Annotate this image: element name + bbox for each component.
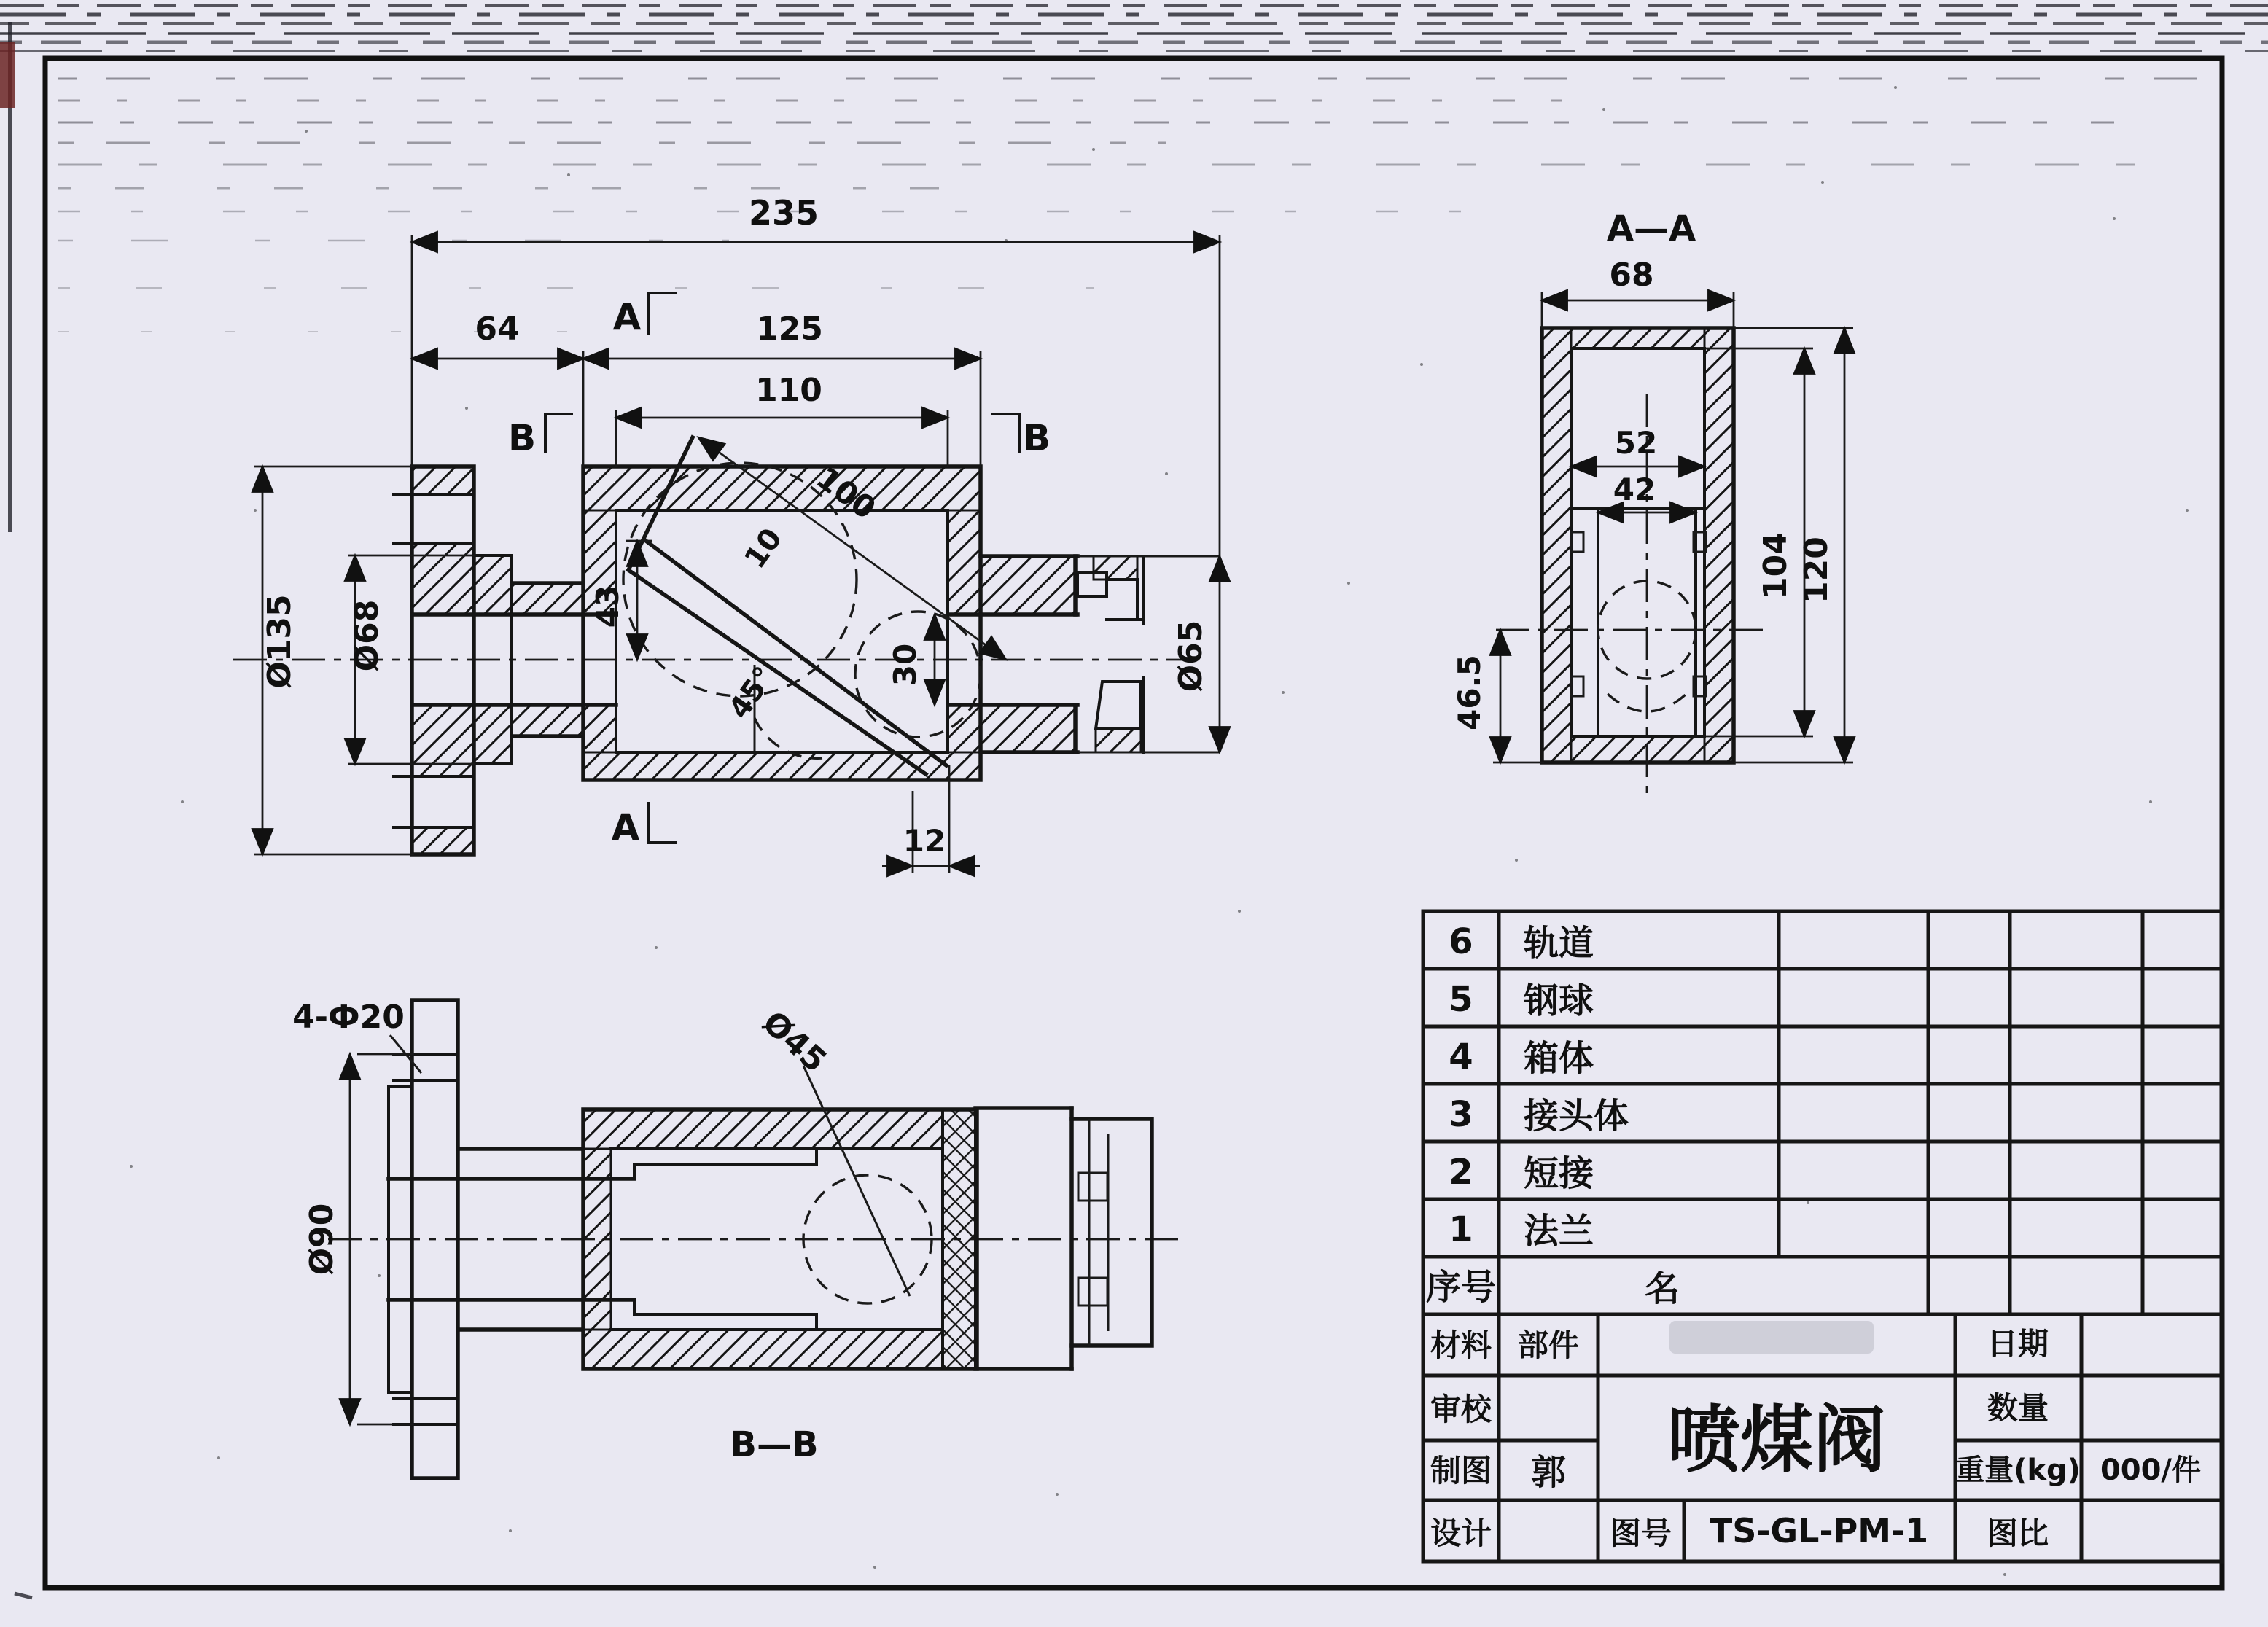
part-no: 6	[1449, 921, 1473, 962]
dim-aa-outer-height: 120	[1798, 537, 1835, 604]
parts-row-6	[1449, 921, 1594, 964]
part-name: 短接	[1524, 1153, 1594, 1194]
dwg-no-label: 图号	[1610, 1515, 1672, 1551]
dwg-no-value: TS-GL-PM-1	[1709, 1511, 1929, 1550]
dim-overall-length: 235	[748, 193, 819, 233]
parts-row-2	[1449, 1152, 1594, 1194]
parts-row-5	[1449, 979, 1594, 1021]
dim-channel-angle: 45°	[722, 660, 782, 725]
weight-label: 重量(kg)	[1955, 1454, 2081, 1487]
parts-row-4	[1449, 1037, 1594, 1079]
parts-header-row	[1426, 1267, 1680, 1309]
section-mark-a-bottom: A	[611, 806, 640, 848]
section-bb-title: B—B	[730, 1424, 819, 1465]
dim-flange-offset: 64	[475, 311, 520, 348]
section-bb	[292, 999, 1185, 1478]
part-no: 5	[1449, 979, 1473, 1020]
dim-flange-od: Ø135	[261, 594, 298, 689]
scan-noise	[0, 6, 2268, 1598]
part-label: 部件	[1517, 1327, 1580, 1363]
section-bb-geometry	[328, 1000, 1185, 1478]
part-no: 4	[1449, 1037, 1473, 1077]
dim-outlet-od: Ø65	[1172, 620, 1209, 692]
parts-table-rows	[1426, 921, 1680, 1309]
section-bb-dimensions	[292, 999, 833, 1465]
part-name: 箱体	[1524, 1038, 1594, 1079]
dim-hub-od: Ø68	[348, 599, 386, 672]
part-no: 2	[1449, 1152, 1473, 1193]
dim-box-length: 125	[756, 311, 823, 348]
design-label: 设计	[1430, 1515, 1492, 1551]
dim-channel-dia: 10	[738, 522, 790, 575]
section-aa	[1451, 208, 1853, 796]
title-block	[1423, 1314, 2222, 1561]
draft-value: 郭	[1530, 1452, 1567, 1493]
dim-channel-length: 100	[809, 459, 883, 527]
review-label: 审校	[1430, 1392, 1492, 1427]
dim-bb-flange-od: Ø90	[303, 1203, 340, 1276]
dim-seat-bore: 30	[887, 643, 923, 687]
section-aa-title: A—A	[1606, 208, 1696, 249]
dim-aa-cavity: 52	[1614, 425, 1658, 461]
part-no: 3	[1449, 1094, 1473, 1135]
dim-aa-inner-height: 104	[1757, 532, 1794, 599]
section-mark-a-top: A	[612, 296, 642, 338]
part-no: 1	[1449, 1209, 1473, 1250]
dim-aa-track: 42	[1613, 472, 1656, 507]
draft-label: 制图	[1430, 1453, 1492, 1489]
scale-label: 图比	[1987, 1515, 2049, 1551]
header-name: 名	[1644, 1268, 1680, 1309]
dim-bb-ball-dia: Ø45	[755, 1004, 834, 1080]
qty-label: 数量	[1987, 1390, 2049, 1426]
sheet-frame	[45, 58, 2222, 1588]
weight-value: 000/件	[2100, 1454, 2202, 1487]
dim-aa-ball-height: 46.5	[1451, 655, 1487, 730]
front-view	[233, 193, 1220, 873]
part-name: 钢球	[1524, 980, 1594, 1021]
date-label: 日期	[1987, 1326, 2049, 1362]
part-name: 轨道	[1524, 923, 1594, 964]
dim-inner-length: 110	[755, 372, 822, 409]
parts-row-1	[1449, 1209, 1594, 1252]
part-name: 法兰	[1524, 1211, 1594, 1252]
dim-channel-height: 43	[590, 585, 626, 628]
section-mark-b-right: B	[1022, 417, 1051, 459]
parts-row-3	[1449, 1094, 1629, 1136]
header-no: 序号	[1425, 1267, 1497, 1308]
product-title: 喷煤阀	[1667, 1397, 1886, 1483]
dim-bb-bolt-holes: 4-Ф20	[292, 999, 405, 1036]
part-name: 接头体	[1524, 1096, 1629, 1136]
dim-wall-offset: 12	[903, 823, 946, 859]
section-mark-b-left: B	[507, 417, 537, 459]
parts-table	[1423, 911, 2222, 1314]
dim-aa-width: 68	[1609, 257, 1654, 294]
section-aa-geometry	[1496, 328, 1764, 796]
material-label: 材料	[1430, 1327, 1492, 1363]
